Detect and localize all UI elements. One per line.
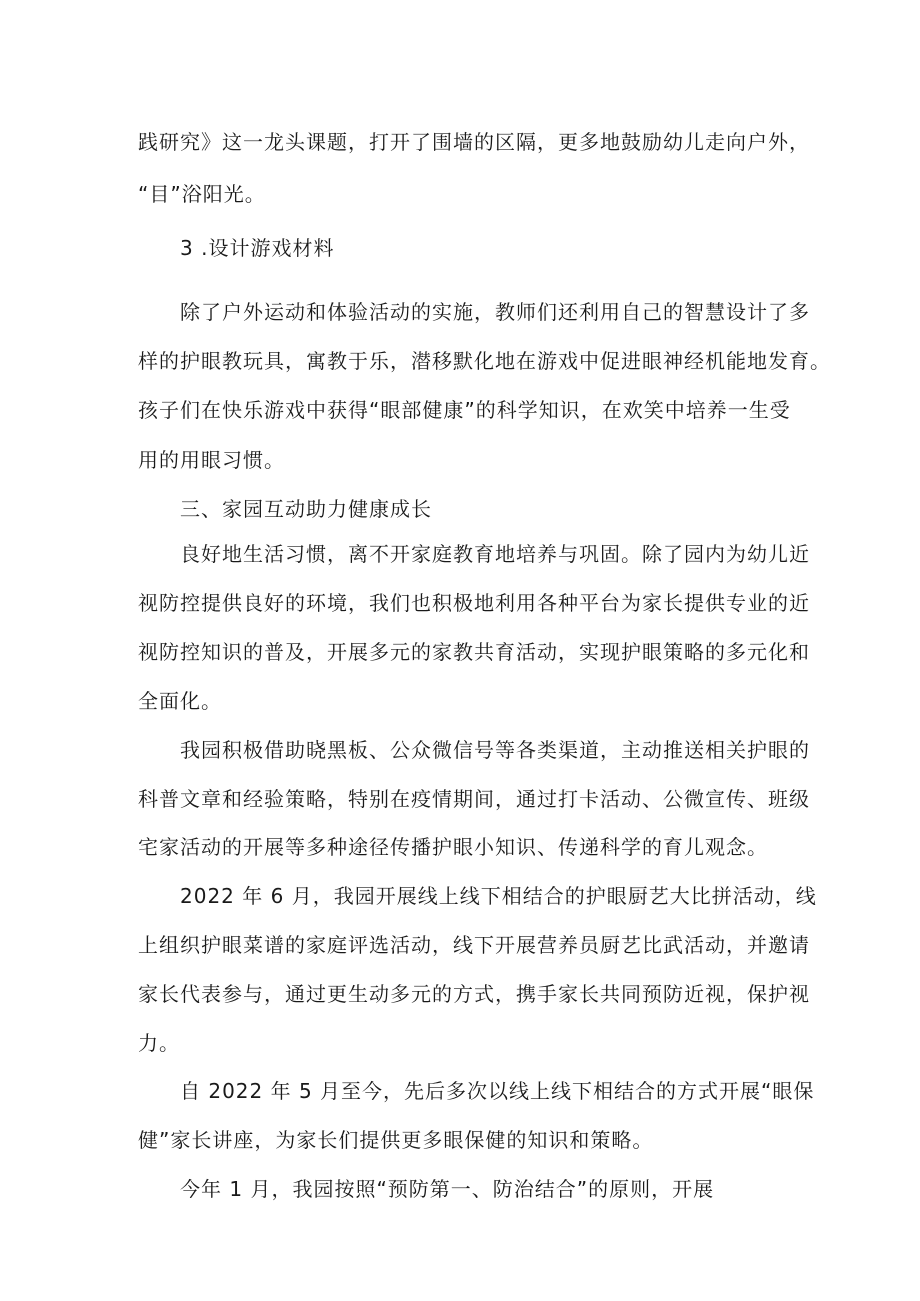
text-line: 视防控知识的普及，开展多元的家教共育活动，实现护眼策略的多元化和 [138, 640, 810, 664]
text-line: 2022 年 6 月，我园开展线上线下相结合的护眼厨艺大比拼活动，线 [180, 884, 817, 908]
text-line: 视防控提供良好的环境，我们也积极地利用各种平台为家长提供专业的近 [138, 591, 810, 615]
text-line: 践研究》这一龙头课题，打开了围墙的区隔，更多地鼓励幼儿走向户外， [138, 130, 810, 154]
text-line: 今年 1 月，我园按照“预防第一、防治结合”的原则，开展 [180, 1177, 715, 1201]
text-line: 健”家长讲座，为家长们提供更多眼保健的知识和策略。 [138, 1128, 654, 1152]
text-line: 除了户外运动和体验活动的实施，教师们还利用自己的智慧设计了多 [180, 300, 810, 324]
text-line: 力。 [138, 1031, 180, 1055]
text-line: 样的护眼教玩具，寓教于乐，潜移默化地在游戏中促进眼神经机能地发育。 [138, 349, 831, 373]
section-heading: 三、家园互动助力健康成长 [180, 497, 432, 521]
text-line: 良好地生活习惯，离不开家庭教育地培养与巩固。除了园内为幼儿近 [180, 542, 810, 566]
text-line: 用的用眼习惯。 [138, 448, 285, 472]
text-line: 孩子们在快乐游戏中获得“眼部健康”的科学知识，在欢笑中培养一生受 [138, 398, 791, 422]
text-line: 上组织护眼菜谱的家庭评选活动，线下开展营养员厨艺比武活动，并邀请 [138, 933, 810, 957]
text-line: 宅家活动的开展等多种途径传播护眼小知识、传递科学的育儿观念。 [138, 835, 768, 859]
text-line: “目”浴阳光。 [138, 182, 266, 206]
section-heading: 3 .设计游戏材料 [180, 236, 335, 260]
text-line: 家长代表参与，通过更生动多元的方式，携手家长共同预防近视，保护视 [138, 982, 810, 1006]
text-line: 我园积极借助晓黑板、公众微信号等各类渠道，主动推送相关护眼的 [180, 738, 810, 762]
text-line: 全面化。 [138, 689, 222, 713]
text-line: 科普文章和经验策略，特别在疫情期间，通过打卡活动、公微宣传、班级 [138, 787, 810, 811]
text-line: 自 2022 年 5 月至今，先后多次以线上线下相结合的方式开展“眼保 [180, 1079, 815, 1103]
